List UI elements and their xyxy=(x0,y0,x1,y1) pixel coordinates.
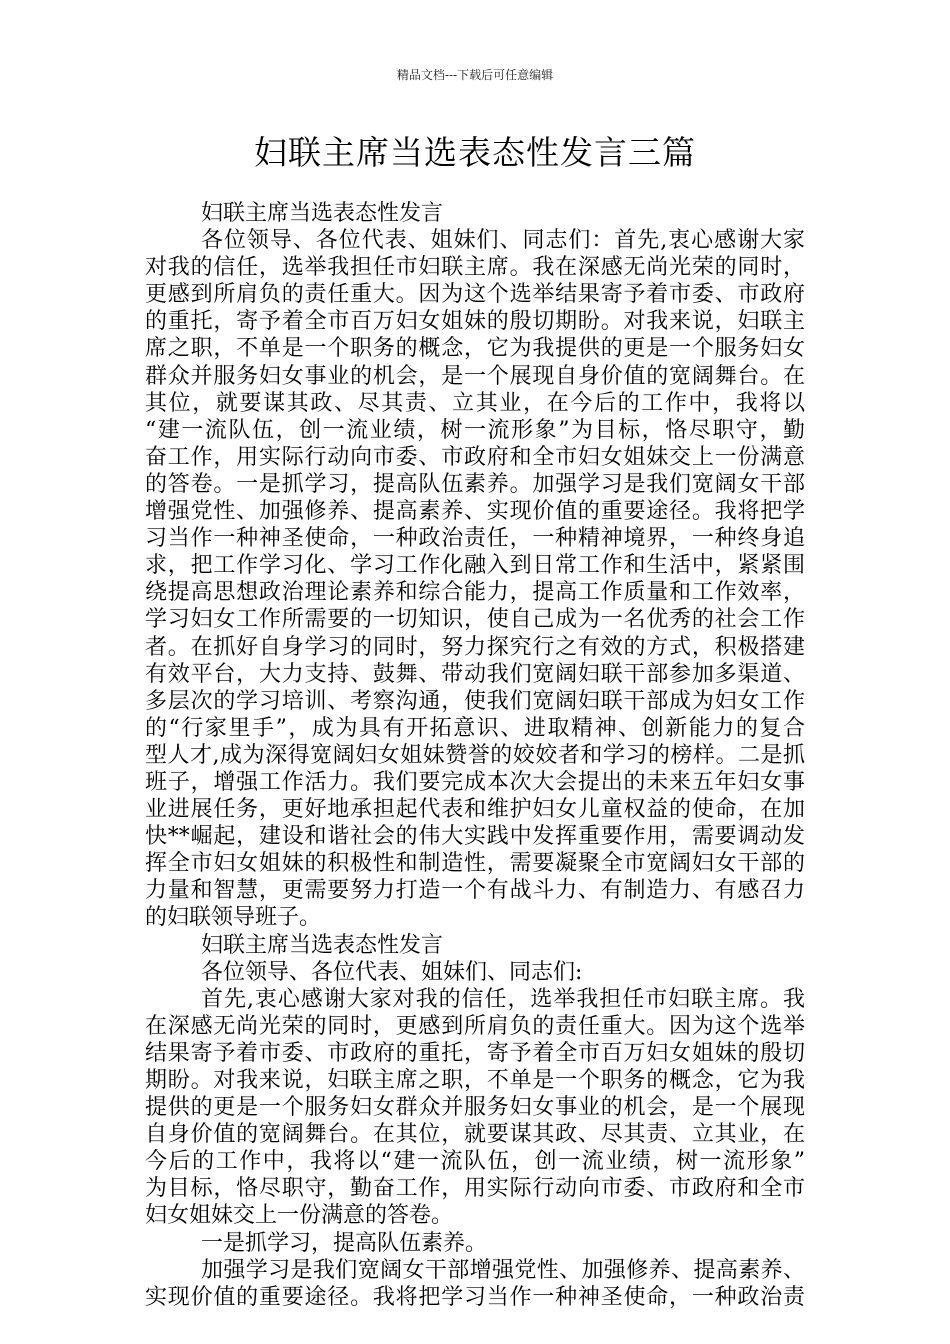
text-line: 提供的更是一个服务妇女群众并服务妇女事业的机会，是一个展现 xyxy=(145,1095,805,1121)
text-line: 其位，就要谋其政、尽其责、立其业，在今后的工作中，我将以 xyxy=(145,390,805,416)
text-line: 首先,衷心感谢大家对我的信任，选举我担任市妇联主席。我 xyxy=(201,986,805,1012)
text-line: 的妇联领导班子。 xyxy=(145,905,322,931)
text-line: 期盼。对我来说，妇联主席之职，不单是一个职务的概念，它为我 xyxy=(145,1068,805,1093)
text-line: 席之职，不单是一个职务的概念，它为我提供的更是一个服务妇女 xyxy=(145,336,805,362)
text-line: 型人才,成为深得宽阔妇女姐妹赞誉的姣姣者和学习的榜样。二是抓 xyxy=(145,742,805,768)
text-line: 加强学习是我们宽阔女干部增强党性、加强修养、提高素养、 xyxy=(201,1257,805,1283)
text-line: 的重托，寄予着全市百万妇女姐妹的殷切期盼。对我来说，妇联主 xyxy=(145,309,805,335)
text-line: 有效平台，大力支持、鼓舞、带动我们宽阔妇联干部参加多渠道、 xyxy=(145,661,805,687)
page-header: 精品文档---下载后可任意编辑 xyxy=(396,68,554,82)
text-line: 者。在抓好自身学习的同时，努力探究行之有效的方式，积极搭建 xyxy=(145,634,805,660)
text-line: 学习妇女工作所需要的一切知识，使自己成为一名优秀的社会工作 xyxy=(145,607,805,633)
text-line: 绕提高思想政治理论素养和综合能力，提高工作质量和工作效率， xyxy=(145,580,805,606)
text-line: 今后的工作中，我将以“建一流队伍，创一流业绩，树一流形象” xyxy=(145,1149,805,1175)
text-line: 在深感无尚光荣的同时，更感到所肩负的责任重大。因为这个选举 xyxy=(145,1013,805,1039)
text-line: 求，把工作学习化、学习工作化融入到日常工作和生活中，紧紧围 xyxy=(145,553,805,579)
text-line: 的答卷。一是抓学习，提高队伍素养。加强学习是我们宽阔女干部 xyxy=(145,471,805,497)
text-line: 力量和智慧，更需要努力打造一个有战斗力、有制造力、有感召力 xyxy=(145,878,805,904)
text-line: 奋工作，用实际行动向市委、市政府和全市妇女姐妹交上一份满意 xyxy=(145,444,805,470)
text-line: 实现价值的重要途径。我将把学习当作一种神圣使命，一种政治责 xyxy=(145,1284,805,1310)
text-line: “建一流队伍，创一流业绩，树一流形象”为目标，恪尽职守，勤 xyxy=(145,417,805,443)
text-line: 各位领导、各位代表、姐妹们、同志们: xyxy=(201,959,583,985)
text-line: 快**崛起，建设和谐社会的伟大实践中发挥重要作用，需要调动发 xyxy=(145,824,805,850)
text-line: 对我的信任，选举我担任市妇联主席。我在深感无尚光荣的同时， xyxy=(145,255,805,281)
text-line: 为目标，恪尽职守，勤奋工作，用实际行动向市委、市政府和全市 xyxy=(145,1176,805,1202)
text-line: 的“行家里手”，成为具有开拓意识、进取精神、创新能力的复合 xyxy=(145,715,805,741)
text-line: 挥全市妇女姐妹的积极性和制造性，需要凝聚全市宽阔妇女干部的 xyxy=(145,851,805,877)
text-line: 妇联主席当选表态性发言 xyxy=(201,201,444,226)
text-line: 结果寄予着市委、市政府的重托，寄予着全市百万妇女姐妹的殷切 xyxy=(145,1040,805,1066)
text-line: 各位领导、各位代表、姐妹们、同志们：首先,衷心感谢大家 xyxy=(201,228,805,254)
text-line: 妇女姐妹交上一份满意的答卷。 xyxy=(145,1203,454,1229)
text-line: 业进展任务，更好地承担起代表和维护妇女儿童权益的使命，在加 xyxy=(145,797,805,823)
text-line: 班子，增强工作活力。我们要完成本次大会提出的未来五年妇女事 xyxy=(145,769,805,795)
text-line: 自身价值的宽阔舞台。在其位，就要谋其政、尽其责、立其业，在 xyxy=(145,1122,805,1148)
text-line: 增强党性、加强修养、提高素养、实现价值的重要途径。我将把学 xyxy=(145,499,805,525)
document-title: 妇联主席当选表态性发言三篇 xyxy=(254,133,696,172)
document-body xyxy=(145,200,805,1311)
text-line: 一是抓学习，提高队伍素养。 xyxy=(201,1230,488,1256)
text-line: 习当作一种神圣使命，一种政治责任，一种精神境界，一种终身追 xyxy=(145,526,805,552)
text-line: 更感到所肩负的责任重大。因为这个选举结果寄予着市委、市政府 xyxy=(145,282,805,308)
text-line: 多层次的学习培训、考察沟通，使我们宽阔妇联干部成为妇女工作 xyxy=(145,688,805,714)
text-line: 群众并服务妇女事业的机会，是一个展现自身价值的宽阔舞台。在 xyxy=(145,363,805,389)
text-line: 妇联主席当选表态性发言 xyxy=(201,932,444,958)
